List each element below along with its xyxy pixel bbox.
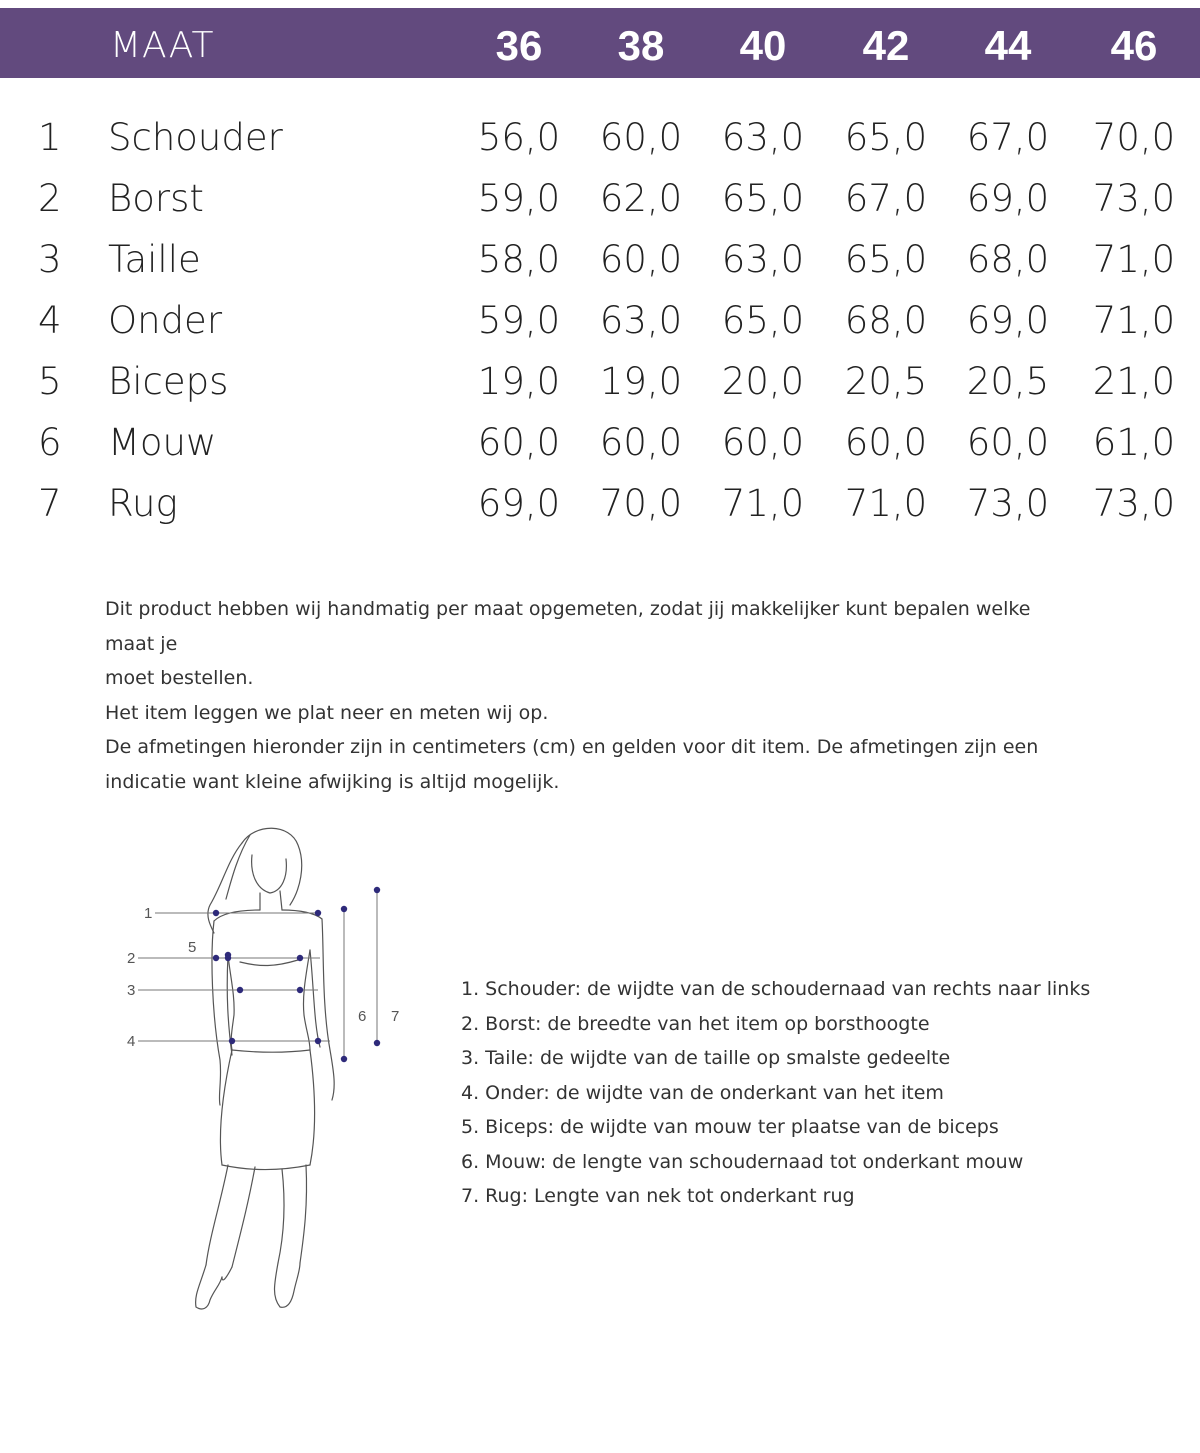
table-cell: 71,0 [721, 482, 805, 525]
table-cell: 58,0 [477, 238, 561, 281]
table-cell: 69,0 [966, 177, 1050, 220]
row-number: 6 [38, 421, 62, 464]
table-cell: 20,0 [721, 360, 805, 403]
table-cell: 63,0 [721, 116, 805, 159]
legend-item: 2. Borst: de breedte van het item op borsthoogte [461, 1012, 930, 1035]
row-label: Onder [108, 299, 223, 342]
table-cell: 59,0 [477, 177, 561, 220]
figure-label: 3 [127, 982, 136, 999]
table-row [0, 297, 1200, 358]
table-cell: 62,0 [599, 177, 683, 220]
woman-outline-illustration [110, 815, 430, 1325]
row-number: 2 [38, 177, 62, 220]
table-cell: 65,0 [721, 177, 805, 220]
table-cell: 65,0 [844, 238, 928, 281]
row-label: Taille [108, 238, 201, 281]
table-cell: 20,5 [966, 360, 1050, 403]
table-cell: 67,0 [966, 116, 1050, 159]
figure-label: 1 [144, 905, 153, 922]
row-number: 5 [38, 360, 62, 403]
measurement-intro [105, 592, 1085, 799]
row-label: Biceps [108, 360, 229, 403]
table-cell: 73,0 [1092, 177, 1176, 220]
table-cell: 60,0 [844, 421, 928, 464]
table-cell: 69,0 [966, 299, 1050, 342]
intro-line: Dit product hebben wij handmatig per maat opgemeten, zodat jij makkelijker kunt bepalen welke maat je [105, 598, 1031, 655]
size-header-bar [0, 8, 1200, 78]
legend-item: 1. Schouder: de wijdte van de schoudernaad van rechts naar links [461, 978, 1091, 1000]
table-cell: 68,0 [966, 238, 1050, 281]
legend-item: 6. Mouw: de lengte van schoudernaad tot onderkant mouw [461, 1150, 1024, 1173]
table-cell: 63,0 [599, 299, 683, 342]
table-row [0, 358, 1200, 419]
table-cell: 60,0 [599, 421, 683, 464]
table-cell: 60,0 [477, 421, 561, 464]
table-cell: 67,0 [844, 177, 928, 220]
measurement-legend [461, 972, 1161, 1214]
size-column-header: 38 [617, 22, 665, 69]
table-cell: 69,0 [477, 482, 561, 525]
figure-label: 7 [391, 1008, 400, 1025]
size-header-label: MAAT [110, 25, 215, 66]
row-label: Schouder [108, 116, 283, 159]
table-cell: 71,0 [1092, 299, 1176, 342]
table-cell: 19,0 [477, 360, 561, 403]
size-column-header: 44 [984, 22, 1032, 69]
size-column-header: 36 [495, 22, 543, 69]
table-cell: 60,0 [599, 116, 683, 159]
row-number: 7 [38, 482, 62, 525]
table-cell: 65,0 [844, 116, 928, 159]
table-cell: 71,0 [844, 482, 928, 525]
size-column-header: 42 [862, 22, 910, 69]
table-cell: 70,0 [599, 482, 683, 525]
intro-line: indicatie want kleine afwijking is altijd mogelijk. [105, 770, 560, 793]
legend-item: 4. Onder: de wijdte van de onderkant van het item [461, 1081, 944, 1104]
intro-line: De afmetingen hieronder zijn in centimeters (cm) en gelden voor dit item. De afmetingen zijn een [105, 736, 1039, 758]
intro-line: Het item leggen we plat neer en meten wij op. [105, 701, 549, 724]
table-cell: 60,0 [599, 238, 683, 281]
row-number: 3 [38, 238, 62, 281]
row-number: 4 [38, 299, 62, 342]
measurement-figure [110, 815, 430, 1329]
table-row [0, 114, 1200, 175]
table-cell: 68,0 [844, 299, 928, 342]
intro-line: moet bestellen. [105, 667, 254, 689]
table-cell: 73,0 [1092, 482, 1176, 525]
table-cell: 63,0 [721, 238, 805, 281]
table-cell: 60,0 [721, 421, 805, 464]
table-cell: 21,0 [1092, 360, 1176, 403]
row-label: Rug [108, 482, 178, 525]
table-cell: 60,0 [966, 421, 1050, 464]
figure-label: 2 [127, 950, 136, 967]
table-cell: 56,0 [477, 116, 561, 159]
table-row [0, 236, 1200, 297]
table-cell: 71,0 [1092, 238, 1176, 281]
legend-item: 3. Taile: de wijdte van de taille op smalste gedeelte [461, 1047, 951, 1069]
table-cell: 65,0 [721, 299, 805, 342]
size-column-header: 46 [1110, 22, 1158, 69]
row-number: 1 [38, 116, 62, 159]
row-label: Mouw [108, 421, 217, 464]
table-cell: 19,0 [599, 360, 683, 403]
row-label: Borst [108, 177, 204, 220]
figure-label: 4 [127, 1033, 136, 1050]
figure-label: 6 [358, 1008, 367, 1025]
figure-label: 5 [188, 939, 197, 956]
table-cell: 61,0 [1092, 421, 1176, 464]
table-cell: 20,5 [844, 360, 928, 403]
size-column-header: 40 [739, 22, 787, 69]
table-row [0, 175, 1200, 236]
table-cell: 59,0 [477, 299, 561, 342]
table-cell: 70,0 [1092, 116, 1176, 159]
table-row [0, 419, 1200, 480]
legend-item: 5. Biceps: de wijdte van mouw ter plaatse van de biceps [461, 1116, 999, 1138]
table-cell: 73,0 [966, 482, 1050, 525]
legend-item: 7. Rug: Lengte van nek tot onderkant rug [461, 1185, 855, 1207]
table-row [0, 480, 1200, 541]
